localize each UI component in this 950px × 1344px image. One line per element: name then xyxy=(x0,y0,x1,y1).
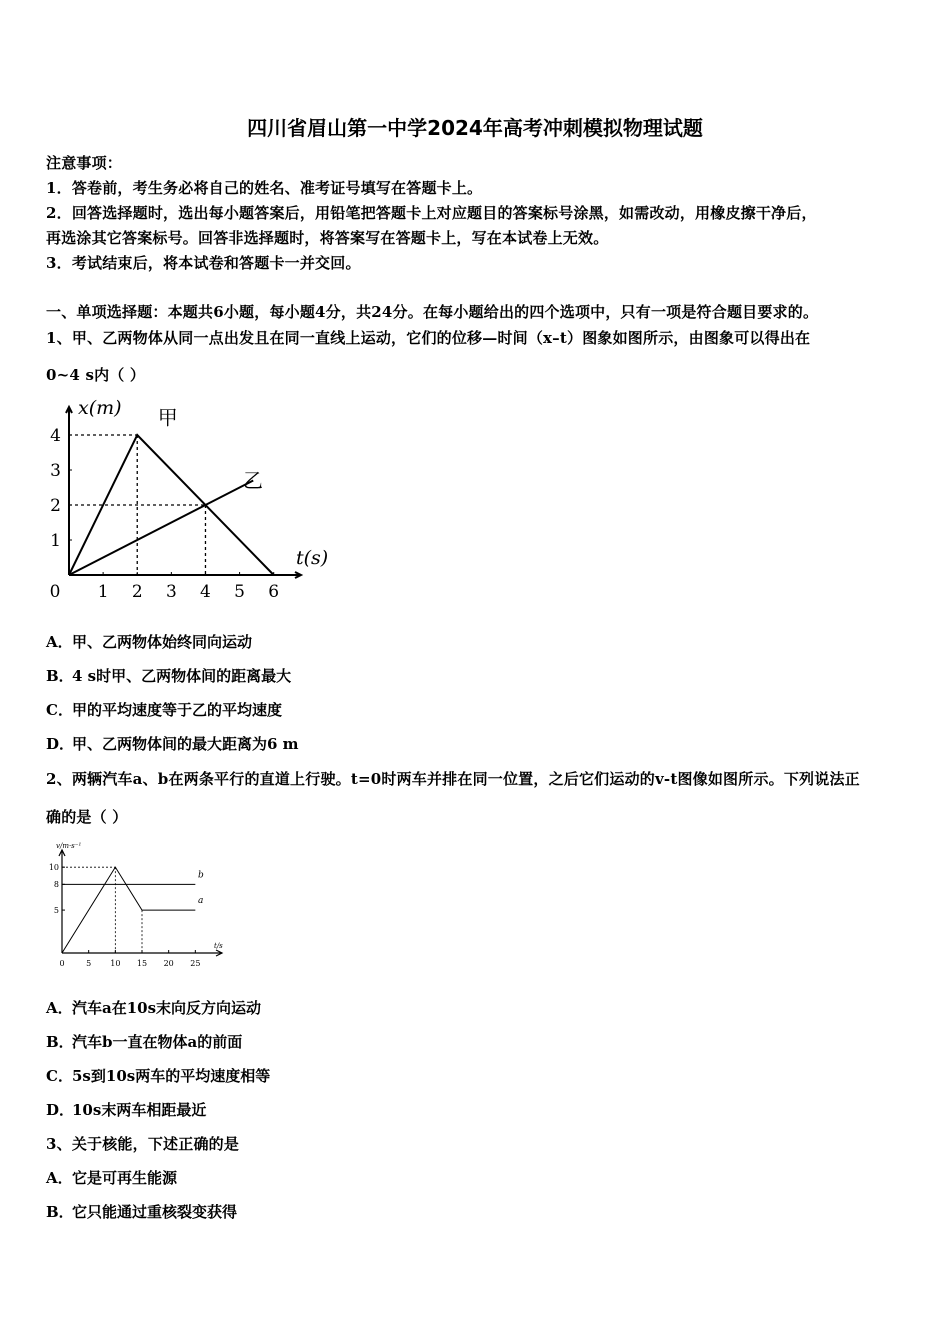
q2-stem-line1: 2、两辆汽车a、b在两条平行的直道上行驶。t=0时两车并排在同一位置，之后它们运动的v-t图像如图所示。下列说法正 xyxy=(46,770,860,788)
option-label: A． xyxy=(46,1169,73,1187)
y-tick-label: 8 xyxy=(53,880,59,890)
x-axis-label: t(s) xyxy=(296,547,329,569)
vt-graph xyxy=(46,838,236,976)
q1-option-c[interactable] xyxy=(46,699,282,720)
x-tick-label: 15 xyxy=(136,959,148,968)
x-axis-label: t/s xyxy=(214,942,223,950)
x-tick-label: 6 xyxy=(268,582,280,602)
q2-option-b[interactable] xyxy=(46,1031,242,1052)
y-tick-label: 5 xyxy=(53,905,59,915)
q3-option-b[interactable] xyxy=(46,1201,237,1222)
y-axis-label: x(m) xyxy=(78,397,122,419)
series-label-2: 乙 xyxy=(243,468,263,493)
y-tick-label: 10 xyxy=(48,862,59,872)
y-tick-label: 1 xyxy=(50,530,61,551)
q1-option-d[interactable] xyxy=(46,733,299,754)
section-heading: 一、单项选择题：本题共6小题，每小题4分，共24分。在每小题给出的四个选项中，只有一项是符合题目要求的。 xyxy=(46,303,819,321)
option-label: D． xyxy=(46,735,75,753)
option-text: 5s到10s两车的平均速度相等 xyxy=(72,1067,271,1085)
q3-stem: 3、关于核能，下述正确的是 xyxy=(46,1135,240,1153)
y-tick-label: 2 xyxy=(50,495,61,516)
series-label-2: b xyxy=(198,870,204,881)
x-tick-label: 20 xyxy=(163,959,174,968)
y-tick-label: 4 xyxy=(50,425,61,446)
option-text: 甲、乙两物体间的最大距离为6 m xyxy=(72,735,299,753)
option-label: C． xyxy=(46,701,73,719)
x-tick-label: 25 xyxy=(190,959,201,968)
option-text: 4 s时甲、乙两物体间的距离最大 xyxy=(72,667,292,685)
x-tick-label: 0 xyxy=(49,582,61,602)
q1-option-b[interactable] xyxy=(46,665,291,686)
option-label: B． xyxy=(46,1203,74,1221)
xt-graph xyxy=(40,392,340,610)
x-tick-label: 1 xyxy=(97,582,109,602)
option-label: D． xyxy=(46,1101,75,1119)
notice-item-3: 3．考试结束后，将本试卷和答题卡一并交回。 xyxy=(46,254,361,272)
option-label: B． xyxy=(46,667,74,685)
series-line-2 xyxy=(69,481,253,576)
series-label-1: a xyxy=(198,896,204,907)
notice-heading: 注意事项： xyxy=(46,154,123,172)
notice-item-2: 2．回答选择题时，选出每小题答案后，用铅笔把答题卡上对应题目的答案标号涂黑，如需改动，用橡皮擦干净后， xyxy=(46,204,817,222)
option-text: 汽车a在10s末向反方向运动 xyxy=(72,999,262,1017)
option-text: 它是可再生能源 xyxy=(72,1169,178,1187)
q2-option-a[interactable] xyxy=(46,997,261,1018)
q1-stem-line1: 1、甲、乙两物体从同一点出发且在同一直线上运动，它们的位移—时间（x–t）图象如图所示，由图象可以得出在 xyxy=(46,329,811,347)
x-tick-label: 5 xyxy=(234,582,246,602)
option-text: 汽车b一直在物体a的前面 xyxy=(72,1033,243,1051)
q2-option-c[interactable] xyxy=(46,1065,270,1086)
notice-item-2-cont: 再选涂其它答案标号。回答非选择题时，将答案写在答题卡上，写在本试卷上无效。 xyxy=(46,229,609,247)
x-tick-label: 0 xyxy=(59,959,65,968)
x-tick-label: 3 xyxy=(165,582,177,602)
q2-stem-line2: 确的是（ ） xyxy=(46,808,128,826)
y-tick-label: 3 xyxy=(50,460,61,481)
notice-item-1: 1．答卷前，考生务必将自己的姓名、准考证号填写在答题卡上。 xyxy=(46,179,483,197)
exam-title: 四川省眉山第一中学2024年高考冲刺模拟物理试题 xyxy=(247,116,703,140)
option-text: 甲、乙两物体始终同向运动 xyxy=(72,633,253,651)
series-line-1 xyxy=(62,867,195,953)
option-label: B． xyxy=(46,1033,74,1051)
q1-stem-line2: 0~4 s内（ ） xyxy=(46,366,146,384)
x-tick-label: 10 xyxy=(110,959,121,968)
option-text: 它只能通过重核裂变获得 xyxy=(72,1203,238,1221)
option-label: A． xyxy=(46,999,73,1017)
x-tick-label: 5 xyxy=(86,959,92,968)
q2-option-d[interactable] xyxy=(46,1099,206,1120)
option-text: 10s末两车相距最近 xyxy=(72,1101,207,1119)
option-label: C． xyxy=(46,1067,73,1085)
q1-option-a[interactable] xyxy=(46,631,252,652)
option-text: 甲的平均速度等于乙的平均速度 xyxy=(72,701,283,719)
option-label: A． xyxy=(46,633,73,651)
y-axis-label: v/m·s⁻¹ xyxy=(56,842,82,850)
q3-option-a[interactable] xyxy=(46,1167,177,1188)
series-label-1: 甲 xyxy=(157,405,178,430)
x-tick-label: 4 xyxy=(200,582,211,602)
x-tick-label: 2 xyxy=(131,582,143,602)
